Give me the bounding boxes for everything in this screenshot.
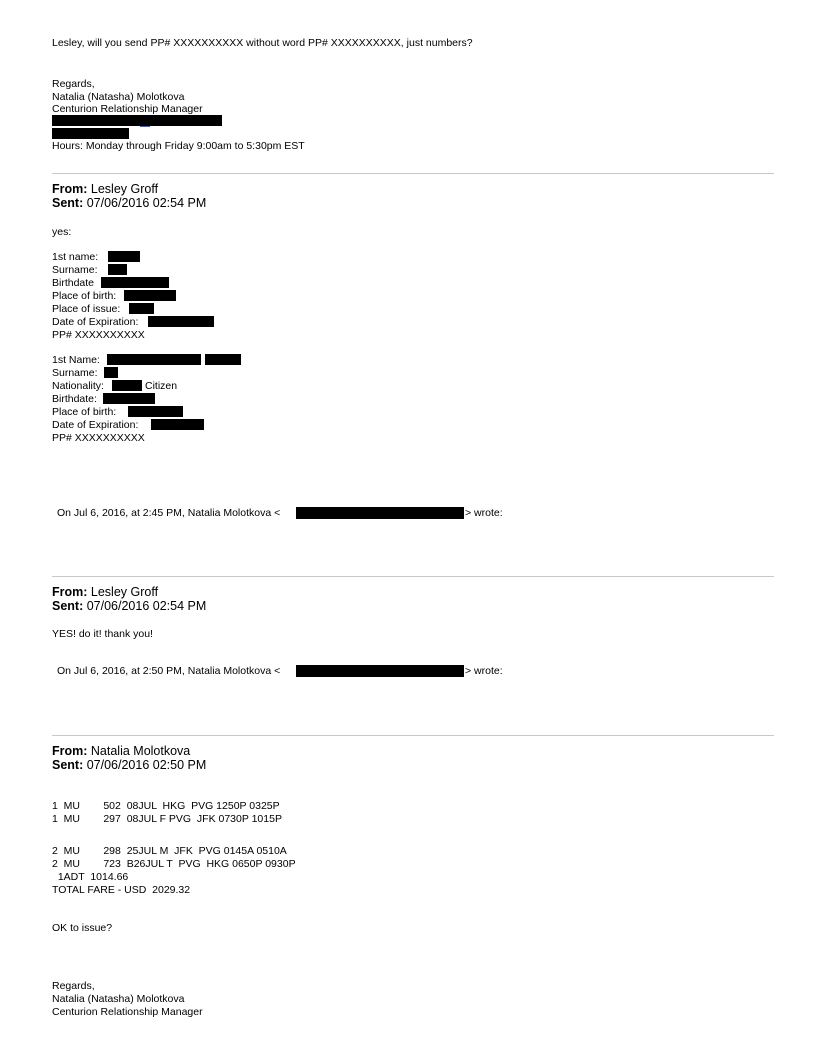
signature-title: Centurion Relationship Manager [52, 1006, 203, 1018]
from-label: From: [52, 744, 88, 758]
intro-message: Lesley, will you send PP# XXXXXXXXXX without word PP# XXXXXXXXXX, just numbers? [52, 37, 473, 49]
redaction-email [296, 507, 464, 519]
itinerary-line: 1 MU 502 08JUL HKG PVG 1250P 0325P [52, 800, 280, 812]
from-value: Lesley Groff [87, 585, 159, 599]
itinerary-line: 1 MU 297 08JUL F PVG JFK 0730P 1015P [52, 813, 282, 825]
sent-label: Sent: [52, 599, 84, 613]
p2-surname-label: Surname: [52, 367, 98, 379]
link-underline [140, 126, 150, 127]
redaction [124, 290, 176, 301]
quote1-prefix: On Jul 6, 2016, at 2:45 PM, Natalia Molotkova < [57, 507, 281, 519]
p2-birthdate-label: Birthdate: [52, 393, 97, 405]
divider [52, 735, 774, 736]
p1-surname-label: Surname: [52, 264, 98, 276]
msg2-from [52, 585, 158, 599]
redaction [107, 354, 201, 365]
msg1-yes: yes: [52, 226, 72, 238]
p2-citizen: Citizen [145, 380, 178, 392]
signature-name: Natalia (Natasha) Molotkova [52, 993, 185, 1005]
redaction [129, 303, 154, 314]
p1-pob-label: Place of birth: [52, 290, 117, 302]
signature-name: Natalia (Natasha) Molotkova [52, 91, 185, 103]
sent-label: Sent: [52, 196, 84, 210]
from-label: From: [52, 585, 88, 599]
sent-label: Sent: [52, 758, 84, 772]
sent-value: 07/06/2016 02:54 PM [83, 196, 207, 210]
redaction [148, 316, 214, 327]
msg3-sent [52, 758, 206, 772]
from-value: Lesley Groff [87, 182, 159, 196]
signature-regards: Regards, [52, 78, 95, 90]
sent-value: 07/06/2016 02:50 PM [83, 758, 207, 772]
redaction [104, 367, 118, 378]
itinerary-line: 2 MU 723 B26JUL T PVG HKG 0650P 0930P [52, 858, 296, 870]
msg2-sent [52, 599, 206, 613]
redaction [108, 251, 140, 262]
quote2-suffix: > wrote: [465, 665, 503, 677]
ok-to-issue: OK to issue? [52, 922, 113, 934]
p2-nationality-label: Nationality: [52, 380, 104, 392]
p1-first-label: 1st name: [52, 251, 99, 263]
signature-title: Centurion Relationship Manager [52, 103, 203, 115]
msg1-from [52, 182, 158, 196]
p2-doe-label: Date of Expiration: [52, 419, 139, 431]
signature-hours: Hours: Monday through Friday 9:00am to 5:30pm EST [52, 140, 305, 152]
p1-doe-label: Date of Expiration: [52, 316, 139, 328]
msg2-body: YES! do it! thank you! [52, 628, 153, 640]
signature-regards: Regards, [52, 980, 95, 992]
redaction [112, 380, 142, 391]
p1-birthdate-label: Birthdate [52, 277, 95, 289]
p1-poi-label: Place of issue: [52, 303, 121, 315]
divider [52, 576, 774, 577]
msg3-from [52, 744, 190, 758]
p1-pp: PP# XXXXXXXXXX [52, 329, 145, 341]
redaction [128, 406, 183, 417]
redaction [151, 419, 204, 430]
redaction [101, 277, 169, 288]
redaction [205, 354, 241, 365]
redaction-contact-2 [52, 128, 129, 139]
redaction-contact-1 [52, 115, 222, 126]
from-value: Natalia Molotkova [87, 744, 191, 758]
itinerary-line: 2 MU 298 25JUL M JFK PVG 0145A 0510A [52, 845, 287, 857]
p2-first-label: 1st Name: [52, 354, 100, 366]
quote1-suffix: > wrote: [465, 507, 503, 519]
sent-value: 07/06/2016 02:54 PM [83, 599, 207, 613]
msg1-sent [52, 196, 206, 210]
p2-pob-label: Place of birth: [52, 406, 117, 418]
redaction [103, 393, 155, 404]
p2-pp: PP# XXXXXXXXXX [52, 432, 145, 444]
redaction-email [296, 665, 464, 677]
divider [52, 173, 774, 174]
from-label: From: [52, 182, 88, 196]
quote2-prefix: On Jul 6, 2016, at 2:50 PM, Natalia Molotkova < [57, 665, 281, 677]
redaction [108, 264, 127, 275]
fare-line: 1ADT 1014.66 [52, 871, 129, 883]
total-fare: TOTAL FARE - USD 2029.32 [52, 884, 191, 896]
